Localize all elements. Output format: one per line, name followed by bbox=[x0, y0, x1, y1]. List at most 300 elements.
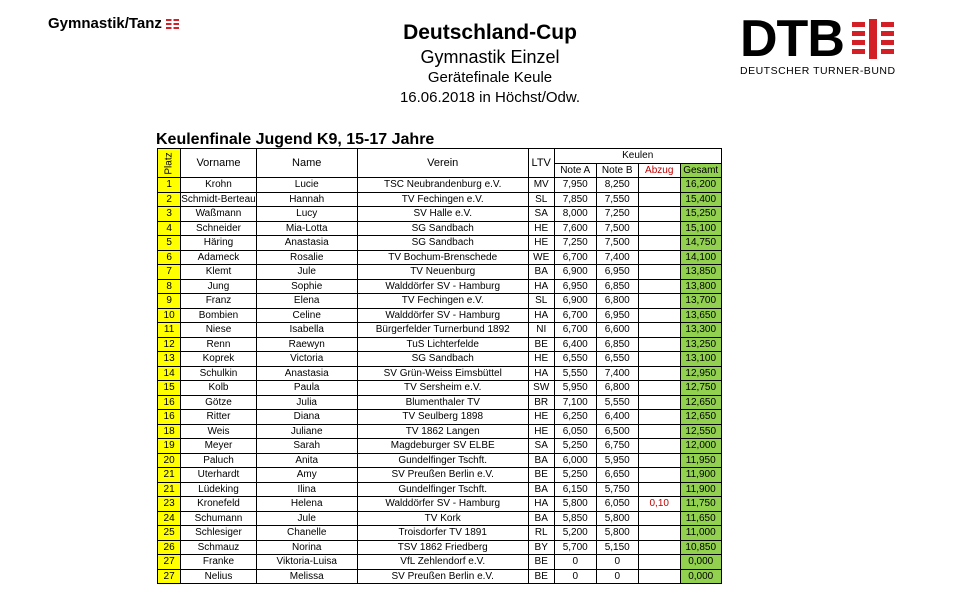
table-row bbox=[158, 453, 722, 468]
cell-note-b: 6,750 bbox=[596, 439, 638, 454]
cell-note-a: 5,200 bbox=[554, 526, 596, 541]
cell-gesamt: 13,650 bbox=[680, 308, 721, 323]
cell-name: Viktoria-Luisa bbox=[256, 555, 357, 570]
cell-verein: TV Sersheim e.V. bbox=[357, 381, 528, 396]
col-header-platz: Platz bbox=[158, 149, 181, 178]
cell-name: Paula bbox=[256, 381, 357, 396]
cell-note-b: 5,800 bbox=[596, 511, 638, 526]
cell-note-a: 6,700 bbox=[554, 323, 596, 338]
cell-verein: Gundelfinger Tschft. bbox=[357, 453, 528, 468]
cell-platz: 16 bbox=[158, 395, 181, 410]
event-date-place: 16.06.2018 in Höchst/Odw. bbox=[399, 89, 581, 106]
cell-vorname: Schlesiger bbox=[181, 526, 256, 541]
cell-note-a: 6,000 bbox=[554, 453, 596, 468]
cell-name: Lucie bbox=[256, 178, 357, 193]
cell-vorname: Schulkin bbox=[181, 366, 256, 381]
cell-gesamt: 12,650 bbox=[680, 395, 721, 410]
cell-platz: 16 bbox=[158, 410, 181, 425]
cell-verein: SG Sandbach bbox=[357, 221, 528, 236]
cell-name: Sarah bbox=[256, 439, 357, 454]
table-row bbox=[158, 178, 722, 193]
cell-gesamt: 11,950 bbox=[680, 453, 721, 468]
col-header-note-b: Note B bbox=[596, 163, 638, 178]
cell-platz: 21 bbox=[158, 468, 181, 483]
cell-ltv: WE bbox=[528, 250, 554, 265]
cell-abzug bbox=[638, 453, 680, 468]
cell-abzug bbox=[638, 468, 680, 483]
cell-gesamt: 15,250 bbox=[680, 207, 721, 222]
table-row bbox=[158, 569, 722, 584]
cell-ltv: HE bbox=[528, 352, 554, 367]
cell-vorname: Niese bbox=[181, 323, 256, 338]
cell-note-a: 0 bbox=[554, 569, 596, 584]
cell-note-b: 0 bbox=[596, 555, 638, 570]
cell-gesamt: 11,750 bbox=[680, 497, 721, 512]
results-table-body bbox=[158, 178, 722, 584]
cell-gesamt: 11,900 bbox=[680, 468, 721, 483]
cell-gesamt: 12,550 bbox=[680, 424, 721, 439]
cell-abzug bbox=[638, 410, 680, 425]
cell-gesamt: 12,650 bbox=[680, 410, 721, 425]
cell-note-a: 8,000 bbox=[554, 207, 596, 222]
cell-name: Juliane bbox=[256, 424, 357, 439]
results-table bbox=[157, 148, 722, 584]
cell-note-a: 6,700 bbox=[554, 250, 596, 265]
cell-abzug bbox=[638, 540, 680, 555]
cell-ltv: NI bbox=[528, 323, 554, 338]
table-row bbox=[158, 192, 722, 207]
col-header-ltv: LTV bbox=[528, 149, 554, 178]
cell-gesamt: 16,200 bbox=[680, 178, 721, 193]
cell-vorname: Franz bbox=[181, 294, 256, 309]
table-row bbox=[158, 308, 722, 323]
cell-note-b: 6,800 bbox=[596, 294, 638, 309]
cell-ltv: SL bbox=[528, 192, 554, 207]
cell-ltv: HE bbox=[528, 424, 554, 439]
dtb-logo-subtitle: DEUTSCHER TURNER-BUND bbox=[740, 65, 896, 77]
cell-note-a: 6,950 bbox=[554, 279, 596, 294]
cell-note-b: 6,400 bbox=[596, 410, 638, 425]
cell-abzug bbox=[638, 352, 680, 367]
table-row bbox=[158, 439, 722, 454]
cell-gesamt: 12,000 bbox=[680, 439, 721, 454]
cell-note-a: 5,550 bbox=[554, 366, 596, 381]
cell-verein: TuS Lichterfelde bbox=[357, 337, 528, 352]
cell-vorname: Krohn bbox=[181, 178, 256, 193]
cell-verein: TSC Neubrandenburg e.V. bbox=[357, 178, 528, 193]
cell-name: Amy bbox=[256, 468, 357, 483]
cell-vorname: Götze bbox=[181, 395, 256, 410]
cell-gesamt: 14,750 bbox=[680, 236, 721, 251]
cell-ltv: HA bbox=[528, 366, 554, 381]
col-header-abzug: Abzug bbox=[638, 163, 680, 178]
cell-platz: 19 bbox=[158, 439, 181, 454]
cell-gesamt: 12,750 bbox=[680, 381, 721, 396]
cell-note-b: 7,500 bbox=[596, 236, 638, 251]
cell-note-b: 6,500 bbox=[596, 424, 638, 439]
cell-verein: TV Neuenburg bbox=[357, 265, 528, 280]
cell-ltv: BE bbox=[528, 337, 554, 352]
cell-name: Anastasia bbox=[256, 236, 357, 251]
table-row bbox=[158, 410, 722, 425]
cell-abzug bbox=[638, 569, 680, 584]
cell-abzug bbox=[638, 395, 680, 410]
cell-platz: 27 bbox=[158, 569, 181, 584]
cell-abzug bbox=[638, 178, 680, 193]
cell-platz: 15 bbox=[158, 381, 181, 396]
cell-vorname: Jung bbox=[181, 279, 256, 294]
table-row bbox=[158, 526, 722, 541]
cell-note-a: 6,400 bbox=[554, 337, 596, 352]
cell-platz: 9 bbox=[158, 294, 181, 309]
cell-verein: Magdeburger SV ELBE bbox=[357, 439, 528, 454]
cell-note-b: 5,950 bbox=[596, 453, 638, 468]
cell-vorname: Franke bbox=[181, 555, 256, 570]
cell-ltv: HE bbox=[528, 410, 554, 425]
cell-vorname: Häring bbox=[181, 236, 256, 251]
cell-platz: 11 bbox=[158, 323, 181, 338]
cell-verein: TSV 1862 Friedberg bbox=[357, 540, 528, 555]
cell-note-a: 6,900 bbox=[554, 294, 596, 309]
table-row bbox=[158, 424, 722, 439]
cell-vorname: Schmidt-Berteau bbox=[181, 193, 256, 205]
cell-verein: TV Kork bbox=[357, 511, 528, 526]
brand-left-text: Gymnastik/Tanz bbox=[48, 15, 162, 32]
cell-ltv: HE bbox=[528, 221, 554, 236]
table-row bbox=[158, 366, 722, 381]
cell-note-b: 5,750 bbox=[596, 482, 638, 497]
cell-note-b: 6,600 bbox=[596, 323, 638, 338]
cell-platz: 13 bbox=[158, 352, 181, 367]
cell-abzug bbox=[638, 555, 680, 570]
cell-vorname: Ritter bbox=[181, 410, 256, 425]
cell-name: Celine bbox=[256, 308, 357, 323]
cell-vorname: Klemt bbox=[181, 265, 256, 280]
cell-ltv: BA bbox=[528, 482, 554, 497]
cell-gesamt: 13,100 bbox=[680, 352, 721, 367]
cell-name: Sophie bbox=[256, 279, 357, 294]
table-row bbox=[158, 511, 722, 526]
cell-vorname: Paluch bbox=[181, 453, 256, 468]
cell-gesamt: 13,300 bbox=[680, 323, 721, 338]
cell-verein: TV Seulberg 1898 bbox=[357, 410, 528, 425]
cell-name: Jule bbox=[256, 511, 357, 526]
cell-abzug bbox=[638, 308, 680, 323]
col-header-vorname: Vorname bbox=[181, 149, 256, 178]
cell-verein: Blumenthaler TV bbox=[357, 395, 528, 410]
cell-verein: SV Halle e.V. bbox=[357, 207, 528, 222]
cell-gesamt: 13,850 bbox=[680, 265, 721, 280]
cell-note-a: 7,100 bbox=[554, 395, 596, 410]
cell-ltv: HA bbox=[528, 497, 554, 512]
dtb-logo-letters: DTB bbox=[740, 10, 844, 68]
cell-ltv: BE bbox=[528, 569, 554, 584]
cell-gesamt: 11,000 bbox=[680, 526, 721, 541]
table-row bbox=[158, 482, 722, 497]
cell-platz: 3 bbox=[158, 207, 181, 222]
cell-note-a: 6,150 bbox=[554, 482, 596, 497]
table-row bbox=[158, 265, 722, 280]
cell-name: Anastasia bbox=[256, 366, 357, 381]
cell-verein: Troisdorfer TV 1891 bbox=[357, 526, 528, 541]
cell-platz: 12 bbox=[158, 337, 181, 352]
table-row bbox=[158, 221, 722, 236]
cell-note-b: 7,400 bbox=[596, 366, 638, 381]
cell-gesamt: 13,250 bbox=[680, 337, 721, 352]
col-group-keulen: Keulen bbox=[554, 149, 721, 164]
cell-note-b: 5,550 bbox=[596, 395, 638, 410]
cell-gesamt: 0,000 bbox=[680, 555, 721, 570]
table-row bbox=[158, 236, 722, 251]
cell-note-b: 6,800 bbox=[596, 381, 638, 396]
cell-note-b: 7,250 bbox=[596, 207, 638, 222]
cell-platz: 1 bbox=[158, 178, 181, 193]
col-header-gesamt: Gesamt bbox=[680, 163, 721, 178]
cell-ltv: SA bbox=[528, 207, 554, 222]
cell-ltv: BE bbox=[528, 468, 554, 483]
cell-abzug bbox=[638, 439, 680, 454]
cell-vorname: Waßmann bbox=[181, 207, 256, 222]
dtb-emblem-icon bbox=[852, 19, 894, 59]
cell-ltv: BY bbox=[528, 540, 554, 555]
cell-verein: TV Bochum-Brenschede bbox=[357, 250, 528, 265]
cell-verein: SG Sandbach bbox=[357, 352, 528, 367]
cell-note-b: 8,250 bbox=[596, 178, 638, 193]
cell-verein: SV Grün-Weiss Eimsbüttel bbox=[357, 366, 528, 381]
cell-note-a: 5,250 bbox=[554, 468, 596, 483]
cell-gesamt: 11,650 bbox=[680, 511, 721, 526]
cell-name: Mia-Lotta bbox=[256, 221, 357, 236]
cell-verein: SV Preußen Berlin e.V. bbox=[357, 569, 528, 584]
table-row bbox=[158, 207, 722, 222]
cell-note-a: 7,950 bbox=[554, 178, 596, 193]
cell-ltv: HA bbox=[528, 308, 554, 323]
cell-vorname: Weis bbox=[181, 424, 256, 439]
cell-name: Helena bbox=[256, 497, 357, 512]
cell-note-b: 0 bbox=[596, 569, 638, 584]
cell-name: Ilina bbox=[256, 482, 357, 497]
cell-platz: 4 bbox=[158, 221, 181, 236]
cell-verein: SG Sandbach bbox=[357, 236, 528, 251]
cell-abzug bbox=[638, 511, 680, 526]
cell-note-a: 5,250 bbox=[554, 439, 596, 454]
cell-gesamt: 14,100 bbox=[680, 250, 721, 265]
cell-platz: 23 bbox=[158, 497, 181, 512]
cell-note-b: 5,150 bbox=[596, 540, 638, 555]
cell-platz: 8 bbox=[158, 279, 181, 294]
cell-platz: 24 bbox=[158, 511, 181, 526]
cell-note-a: 7,600 bbox=[554, 221, 596, 236]
cell-note-b: 6,950 bbox=[596, 308, 638, 323]
cell-ltv: BA bbox=[528, 453, 554, 468]
document-title: Deutschland-Cup bbox=[403, 21, 577, 44]
cell-verein: TV Fechingen e.V. bbox=[357, 192, 528, 207]
cell-platz: 2 bbox=[158, 192, 181, 207]
cell-abzug bbox=[638, 381, 680, 396]
cell-vorname: Kronefeld bbox=[181, 497, 256, 512]
cell-note-a: 6,900 bbox=[554, 265, 596, 280]
cell-platz: 7 bbox=[158, 265, 181, 280]
table-row bbox=[158, 497, 722, 512]
col-header-verein: Verein bbox=[357, 149, 528, 178]
cell-ltv: MV bbox=[528, 178, 554, 193]
cell-name: Anita bbox=[256, 453, 357, 468]
cell-vorname: Renn bbox=[181, 337, 256, 352]
cell-abzug: 0,10 bbox=[638, 497, 680, 512]
cell-verein: TV Fechingen e.V. bbox=[357, 294, 528, 309]
cell-vorname: Schmauz bbox=[181, 540, 256, 555]
table-row bbox=[158, 279, 722, 294]
cell-vorname: Schumann bbox=[181, 511, 256, 526]
cell-verein: Walddörfer SV - Hamburg bbox=[357, 497, 528, 512]
cell-abzug bbox=[638, 221, 680, 236]
cell-note-b: 7,400 bbox=[596, 250, 638, 265]
cell-note-a: 7,250 bbox=[554, 236, 596, 251]
cell-name: Julia bbox=[256, 395, 357, 410]
cell-vorname: Nelius bbox=[181, 569, 256, 584]
cell-name: Chanelle bbox=[256, 526, 357, 541]
cell-verein: Walddörfer SV - Hamburg bbox=[357, 279, 528, 294]
table-row bbox=[158, 352, 722, 367]
cell-ltv: SW bbox=[528, 381, 554, 396]
cell-gesamt: 10,850 bbox=[680, 540, 721, 555]
cell-vorname: Adameck bbox=[181, 250, 256, 265]
cell-note-b: 6,050 bbox=[596, 497, 638, 512]
cell-name: Lucy bbox=[256, 207, 357, 222]
cell-platz: 20 bbox=[158, 453, 181, 468]
cell-note-b: 7,500 bbox=[596, 221, 638, 236]
cell-platz: 26 bbox=[158, 540, 181, 555]
cell-ltv: BA bbox=[528, 265, 554, 280]
cell-note-a: 5,700 bbox=[554, 540, 596, 555]
cell-platz: 10 bbox=[158, 308, 181, 323]
cell-note-a: 0 bbox=[554, 555, 596, 570]
cell-platz: 5 bbox=[158, 236, 181, 251]
cell-name: Melissa bbox=[256, 569, 357, 584]
cell-vorname: Koprek bbox=[181, 352, 256, 367]
cell-vorname: Uterhardt bbox=[181, 468, 256, 483]
cell-note-a: 6,050 bbox=[554, 424, 596, 439]
cell-platz: 6 bbox=[158, 250, 181, 265]
cell-note-a: 5,800 bbox=[554, 497, 596, 512]
cell-verein: Gundelfinger Tschft. bbox=[357, 482, 528, 497]
cell-abzug bbox=[638, 337, 680, 352]
cell-name: Norina bbox=[256, 540, 357, 555]
cell-abzug bbox=[638, 526, 680, 541]
table-row bbox=[158, 395, 722, 410]
cell-abzug bbox=[638, 294, 680, 309]
table-row bbox=[158, 540, 722, 555]
cell-abzug bbox=[638, 279, 680, 294]
dtb-logo bbox=[740, 10, 935, 77]
cell-verein: VfL Zehlendorf e.V. bbox=[357, 555, 528, 570]
cell-platz: 25 bbox=[158, 526, 181, 541]
cell-note-a: 6,250 bbox=[554, 410, 596, 425]
cell-note-b: 6,850 bbox=[596, 279, 638, 294]
cell-gesamt: 13,700 bbox=[680, 294, 721, 309]
cell-note-a: 7,850 bbox=[554, 192, 596, 207]
section-title: Keulenfinale Jugend K9, 15-17 Jahre bbox=[156, 131, 435, 148]
cell-ltv: RL bbox=[528, 526, 554, 541]
cell-abzug bbox=[638, 192, 680, 207]
cell-name: Raewyn bbox=[256, 337, 357, 352]
cell-abzug bbox=[638, 323, 680, 338]
cell-ltv: HA bbox=[528, 279, 554, 294]
cell-name: Isabella bbox=[256, 323, 357, 338]
event-name: Gerätefinale Keule bbox=[427, 69, 553, 86]
cell-gesamt: 12,950 bbox=[680, 366, 721, 381]
cell-vorname: Lüdeking bbox=[181, 482, 256, 497]
cell-vorname: Schneider bbox=[181, 221, 256, 236]
cell-note-b: 6,650 bbox=[596, 468, 638, 483]
table-row bbox=[158, 294, 722, 309]
cell-note-b: 6,550 bbox=[596, 352, 638, 367]
cell-note-a: 5,850 bbox=[554, 511, 596, 526]
cell-ltv: HE bbox=[528, 236, 554, 251]
cell-ltv: BE bbox=[528, 555, 554, 570]
cell-note-b: 6,950 bbox=[596, 265, 638, 280]
cell-gesamt: 15,400 bbox=[680, 192, 721, 207]
cell-abzug bbox=[638, 366, 680, 381]
cell-gesamt: 11,900 bbox=[680, 482, 721, 497]
cell-verein: Bürgerfelder Turnerbund 1892 bbox=[357, 323, 528, 338]
cell-abzug bbox=[638, 250, 680, 265]
cell-verein: SV Preußen Berlin e.V. bbox=[357, 468, 528, 483]
cell-note-b: 5,800 bbox=[596, 526, 638, 541]
cell-note-b: 7,550 bbox=[596, 192, 638, 207]
cell-name: Jule bbox=[256, 265, 357, 280]
cell-platz: 18 bbox=[158, 424, 181, 439]
cell-vorname: Meyer bbox=[181, 439, 256, 454]
cell-platz: 21 bbox=[158, 482, 181, 497]
cell-platz: 14 bbox=[158, 366, 181, 381]
table-header-row bbox=[158, 149, 722, 164]
col-header-name: Name bbox=[256, 149, 357, 178]
table-row bbox=[158, 468, 722, 483]
cell-note-b: 6,850 bbox=[596, 337, 638, 352]
table-row bbox=[158, 555, 722, 570]
cell-gesamt: 0,000 bbox=[680, 569, 721, 584]
cell-name: Victoria bbox=[256, 352, 357, 367]
cell-ltv: SA bbox=[528, 439, 554, 454]
cell-name: Diana bbox=[256, 410, 357, 425]
cell-name: Rosalie bbox=[256, 250, 357, 265]
cell-note-a: 6,550 bbox=[554, 352, 596, 367]
cell-verein: Walddörfer SV - Hamburg bbox=[357, 308, 528, 323]
cell-note-a: 6,700 bbox=[554, 308, 596, 323]
cell-note-a: 5,950 bbox=[554, 381, 596, 396]
cell-ltv: SL bbox=[528, 294, 554, 309]
table-row bbox=[158, 381, 722, 396]
cell-abzug bbox=[638, 424, 680, 439]
table-row bbox=[158, 337, 722, 352]
cell-ltv: BA bbox=[528, 511, 554, 526]
cell-verein: TV 1862 Langen bbox=[357, 424, 528, 439]
document-subtitle: Gymnastik Einzel bbox=[420, 47, 560, 67]
table-row bbox=[158, 250, 722, 265]
cell-platz: 27 bbox=[158, 555, 181, 570]
cell-vorname: Bombien bbox=[181, 308, 256, 323]
cell-abzug bbox=[638, 236, 680, 251]
cell-gesamt: 13,800 bbox=[680, 279, 721, 294]
cell-name: Hannah bbox=[256, 192, 357, 207]
cell-vorname: Kolb bbox=[181, 381, 256, 396]
cell-ltv: BR bbox=[528, 395, 554, 410]
cell-gesamt: 15,100 bbox=[680, 221, 721, 236]
table-row bbox=[158, 323, 722, 338]
cell-abzug bbox=[638, 265, 680, 280]
cell-abzug bbox=[638, 482, 680, 497]
